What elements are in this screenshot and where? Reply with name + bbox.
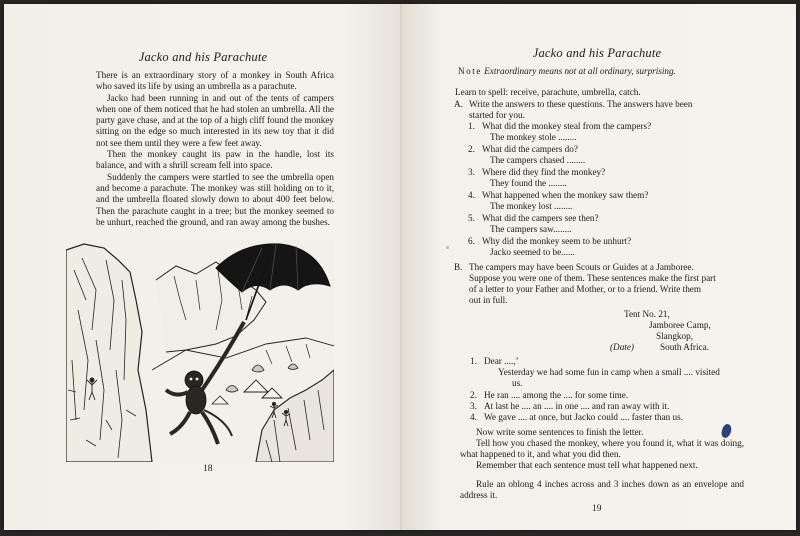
finish-instruction: Now write some sentences to finish the letter. [476, 427, 644, 437]
question-text: What did the campers see then? [482, 213, 599, 223]
answer-start: The campers saw........ [490, 224, 572, 234]
address-line: Jamboree Camp, [649, 320, 711, 330]
question-number: 3. [468, 167, 475, 177]
question-number: 4. [468, 190, 475, 200]
section-b-instruction: Suppose you were one of them. These sentences make the first part [469, 273, 716, 283]
letter-line: He ran .... among the .... for some time. [484, 390, 629, 400]
question-number: 5. [468, 213, 475, 223]
note-label: Note [458, 66, 482, 76]
section-b-instruction: of a letter to your Father and Mother, or to a friend. Write them [469, 284, 702, 294]
book-spread [4, 4, 796, 530]
left-page-title: Jacko and his Parachute [138, 50, 268, 64]
monkey-umbrella-illustration [66, 240, 334, 462]
story-paragraph: Suddenly the campers were startled to see the umbrella open and become a parachute. The monkey was still holding on to it, and the umbrella floated slowly down to about 400 feet below. Then the parachute caught in a tree; but the monkey seemed to be unhurt, reached the ground, and ran away among the bushes. [96, 171, 334, 227]
question-text: What did the campers do? [482, 144, 578, 154]
story-paragraph: There is an extraordinary story of a monkey in South Africa who saved its life by using an umbrella as a parachute. [96, 70, 334, 92]
address-line: Slangkop, [656, 331, 694, 341]
right-page [402, 4, 796, 530]
answer-start: The monkey stole ........ [490, 132, 577, 142]
address-line: Tent No. 21, [624, 309, 670, 319]
letter-number: 4. [470, 412, 477, 422]
answer-start: The monkey lost ........ [490, 201, 573, 211]
story-paragraph: Jacko had been running in and out of the tents of campers when one of them noticed that he had stolen an umbrella. All the party gave chase, and at the top of a high cliff found the monkey sitting on the edge so much interested in its new toy that it did not see them until they were a few feet away. [96, 92, 334, 148]
letter-line: At last he .... an .... in one .... and ran away with it. [484, 401, 670, 411]
section-a-instruction: Write the answers to these questions. The answers have been [469, 99, 693, 109]
question-text: Why did the monkey seem to be unhurt? [482, 236, 632, 246]
date-placeholder: (Date) [610, 342, 634, 352]
letter-line: Yesterday we had some fun in camp when a small .... visited [498, 367, 720, 377]
note-text: Extraordinary means not at all ordinary, surprising. [484, 66, 676, 76]
letter-number: 3. [470, 401, 477, 411]
story-text [96, 70, 334, 228]
page-number: 18 [203, 464, 213, 474]
answer-start: They found the ........ [490, 178, 567, 188]
story-paragraph: Then the monkey caught its paw in the handle, lost its balance, and with a shrill scream fell into space. [96, 149, 334, 171]
letter-line: us. [512, 378, 523, 388]
section-b-instruction: out in full. [469, 295, 508, 305]
question-number: 1. [468, 121, 475, 131]
spelling-line: Learn to spell: receive, parachute, umbrella, catch. [455, 87, 641, 97]
question-text: What did the monkey steal from the campers? [482, 121, 652, 131]
question-text: Where did they find the monkey? [482, 167, 606, 177]
margin-mark [446, 246, 449, 249]
question-text: What happened when the monkey saw them? [482, 190, 649, 200]
left-page [4, 4, 402, 530]
address-line: South Africa. [660, 342, 709, 352]
note-line [458, 66, 676, 77]
right-page-title: Jacko and his Parachute [532, 46, 662, 60]
section-a-instruction: started for you. [469, 110, 525, 120]
letter-line: Dear ....,’ [484, 356, 519, 366]
question-number: 6. [468, 236, 475, 246]
finish-instruction: Remember that each sentence must tell what happened next. [476, 460, 698, 470]
letter-number: 1. [470, 356, 477, 366]
answer-start: The campers chased ........ [490, 155, 586, 165]
page-number: 19 [592, 504, 602, 514]
answer-start: Jacko seemed to be...... [490, 247, 575, 257]
finish-instruction: Tell how you chased the monkey, where you found it, what it was doing, what happened to it, and what you did then. [460, 438, 744, 460]
letter-number: 2. [470, 390, 477, 400]
ink-blot [720, 423, 733, 439]
section-b-label: B. [454, 262, 463, 272]
question-number: 2. [468, 144, 475, 154]
section-b-instruction: The campers may have been Scouts or Guides at a Jamboree. [469, 262, 694, 272]
envelope-instruction: Rule an oblong 4 inches across and 3 inches down as an envelope and address it. [460, 479, 744, 501]
letter-line: We gave .... at once, but Jacko could .... faster than us. [484, 412, 684, 422]
section-a-label: A. [454, 99, 463, 109]
